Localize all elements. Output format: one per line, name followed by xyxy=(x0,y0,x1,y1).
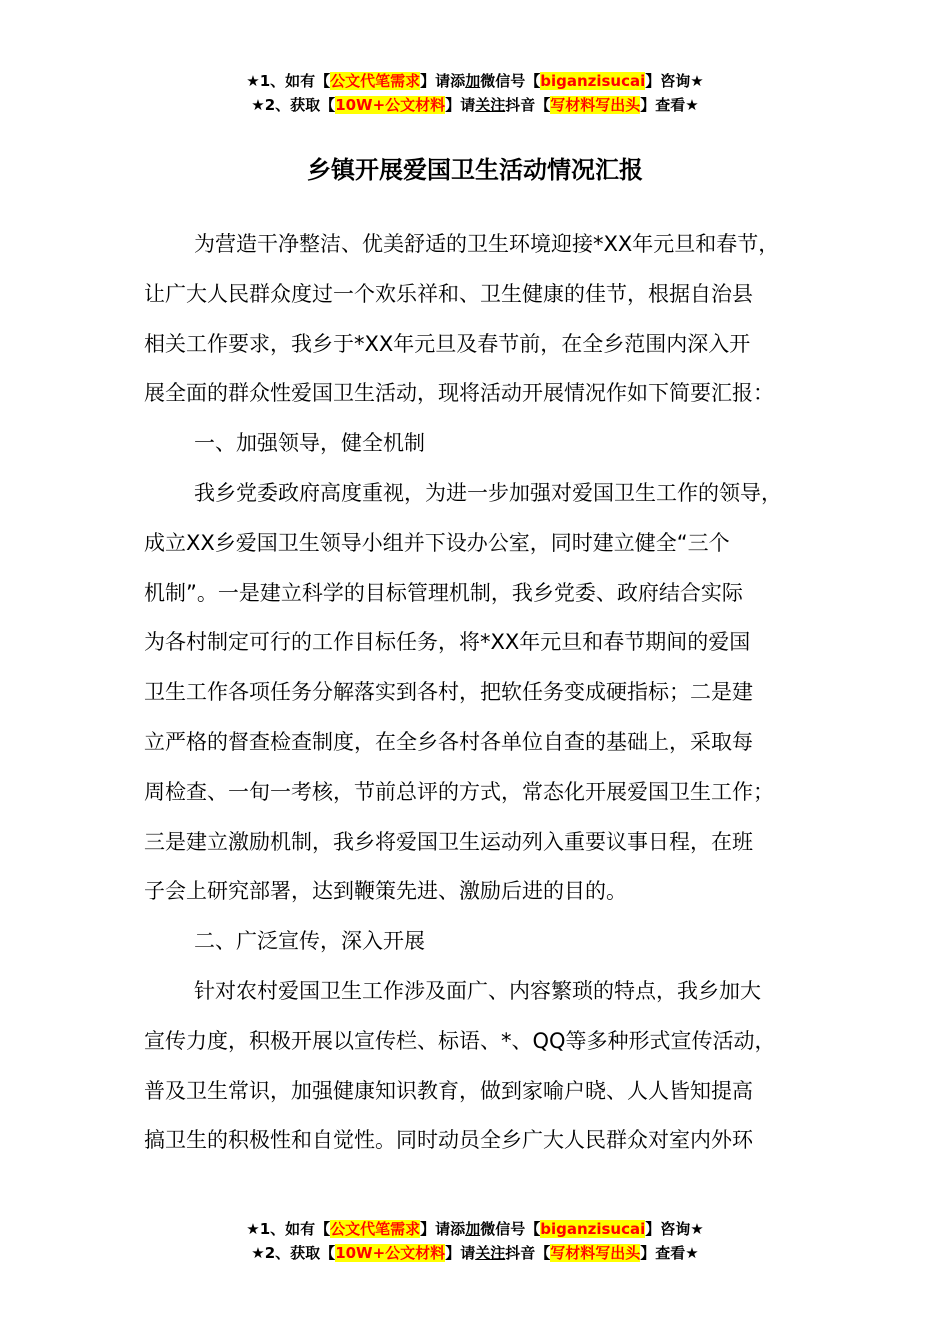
banner-line-1-text-g: 】咨询★ xyxy=(645,72,704,90)
section-heading-2: 二、广泛宣传，深入开展 xyxy=(194,929,425,954)
banner-highlight-materials: 10W+公文材料 xyxy=(335,1244,446,1262)
paragraph-line: 为各村制定可行的工作目标任务，将*XX年元旦和春节期间的爱国 xyxy=(144,630,751,655)
banner-emphasis-add: 加 xyxy=(465,1220,481,1238)
paragraph-line: 宣传力度，积极开展以宣传栏、标语、*、QQ等多种形式宣传活动， xyxy=(144,1028,776,1053)
paragraph-line: 我乡党委政府高度重视，为进一步加强对爱国卫生工作的领导， xyxy=(194,480,782,505)
banner-line-1-text-c: 】请添 xyxy=(420,1220,466,1238)
banner-line-2-text-c: 】请 xyxy=(445,96,476,114)
banner-line-1-text-e: 微信号【 xyxy=(480,1220,541,1238)
banner-highlight-service: 公文代笔需求 xyxy=(330,72,421,90)
banner-line-1-text-a: ★1、如有【 xyxy=(246,72,331,90)
paragraph-line: 相关工作要求，我乡于*XX年元旦及春节前，在全乡范围内深入开 xyxy=(144,331,751,356)
banner-line-2 xyxy=(0,93,950,117)
banner-line-2-text-a: ★2、获取【 xyxy=(251,96,336,114)
bottom-banner xyxy=(0,1217,950,1265)
banner-highlight-materials: 10W+公文材料 xyxy=(335,96,446,114)
paragraph-line: 成立XX乡爱国卫生领导小组并下设办公室，同时建立健全“三个 xyxy=(144,530,730,555)
paragraph-line: 普及卫生常识，加强健康知识教育，做到家喻户晓、人人皆知提高 xyxy=(144,1078,753,1103)
paragraph-line: 机制”。一是建立科学的目标管理机制，我乡党委、政府结合实际 xyxy=(144,580,743,605)
banner-line-2-text-e: 抖音【 xyxy=(505,96,551,114)
section-heading-1: 一、加强领导，健全机制 xyxy=(194,431,425,456)
document-title: 乡镇开展爱国卫生活动情况汇报 xyxy=(307,156,643,184)
banner-line-1-text-a: ★1、如有【 xyxy=(246,1220,331,1238)
banner-highlight-douyin: 写材料写出头 xyxy=(550,96,641,114)
paragraph-line: 周检查、一旬一考核，节前总评的方式，常态化开展爱国卫生工作； xyxy=(144,779,774,804)
banner-line-2-text-e: 抖音【 xyxy=(505,1244,551,1262)
banner-line-2 xyxy=(0,1241,950,1265)
paragraph-line: 针对农村爱国卫生工作涉及面广、内容繁琐的特点，我乡加大 xyxy=(194,978,761,1003)
paragraph-line: 子会上研究部署，达到鞭策先进、激励后进的目的。 xyxy=(144,879,627,904)
banner-highlight-douyin: 写材料写出头 xyxy=(550,1244,641,1262)
paragraph-line: 让广大人民群众度过一个欢乐祥和、卫生健康的佳节，根据自治县 xyxy=(144,281,753,306)
banner-line-2-text-g: 】查看★ xyxy=(640,1244,699,1262)
banner-line-1-text-c: 】请添 xyxy=(420,72,466,90)
banner-emphasis-add: 加 xyxy=(465,72,481,90)
banner-highlight-wechat-id: biganzisucai xyxy=(540,72,646,90)
banner-emphasis-follow: 关注 xyxy=(475,96,506,114)
paragraph-line: 搞卫生的积极性和自觉性。同时动员全乡广大人民群众对室内外环 xyxy=(144,1128,753,1153)
paragraph-line: 为营造干净整洁、优美舒适的卫生环境迎接*XX年元旦和春节， xyxy=(194,232,780,256)
banner-line-1-text-g: 】咨询★ xyxy=(645,1220,704,1238)
banner-highlight-wechat-id: biganzisucai xyxy=(540,1220,646,1238)
paragraph-line: 展全面的群众性爱国卫生活动，现将活动开展情况作如下简要汇报： xyxy=(144,381,774,406)
banner-line-1-text-e: 微信号【 xyxy=(480,72,541,90)
banner-line-2-text-c: 】请 xyxy=(445,1244,476,1262)
banner-emphasis-follow: 关注 xyxy=(475,1244,506,1262)
paragraph-line: 立严格的督查检查制度，在全乡各村各单位自查的基础上，采取每 xyxy=(144,729,753,754)
top-banner xyxy=(0,69,950,117)
banner-line-2-text-a: ★2、获取【 xyxy=(251,1244,336,1262)
paragraph-line: 卫生工作各项任务分解落实到各村，把软任务变成硬指标；二是建 xyxy=(144,680,753,705)
document-body xyxy=(144,220,824,1166)
paragraph-line: 三是建立激励机制，我乡将爱国卫生运动列入重要议事日程，在班 xyxy=(144,829,753,854)
banner-line-2-text-g: 】查看★ xyxy=(640,96,699,114)
banner-line-1 xyxy=(0,1217,950,1241)
banner-line-1 xyxy=(0,69,950,93)
banner-highlight-service: 公文代笔需求 xyxy=(330,1220,421,1238)
